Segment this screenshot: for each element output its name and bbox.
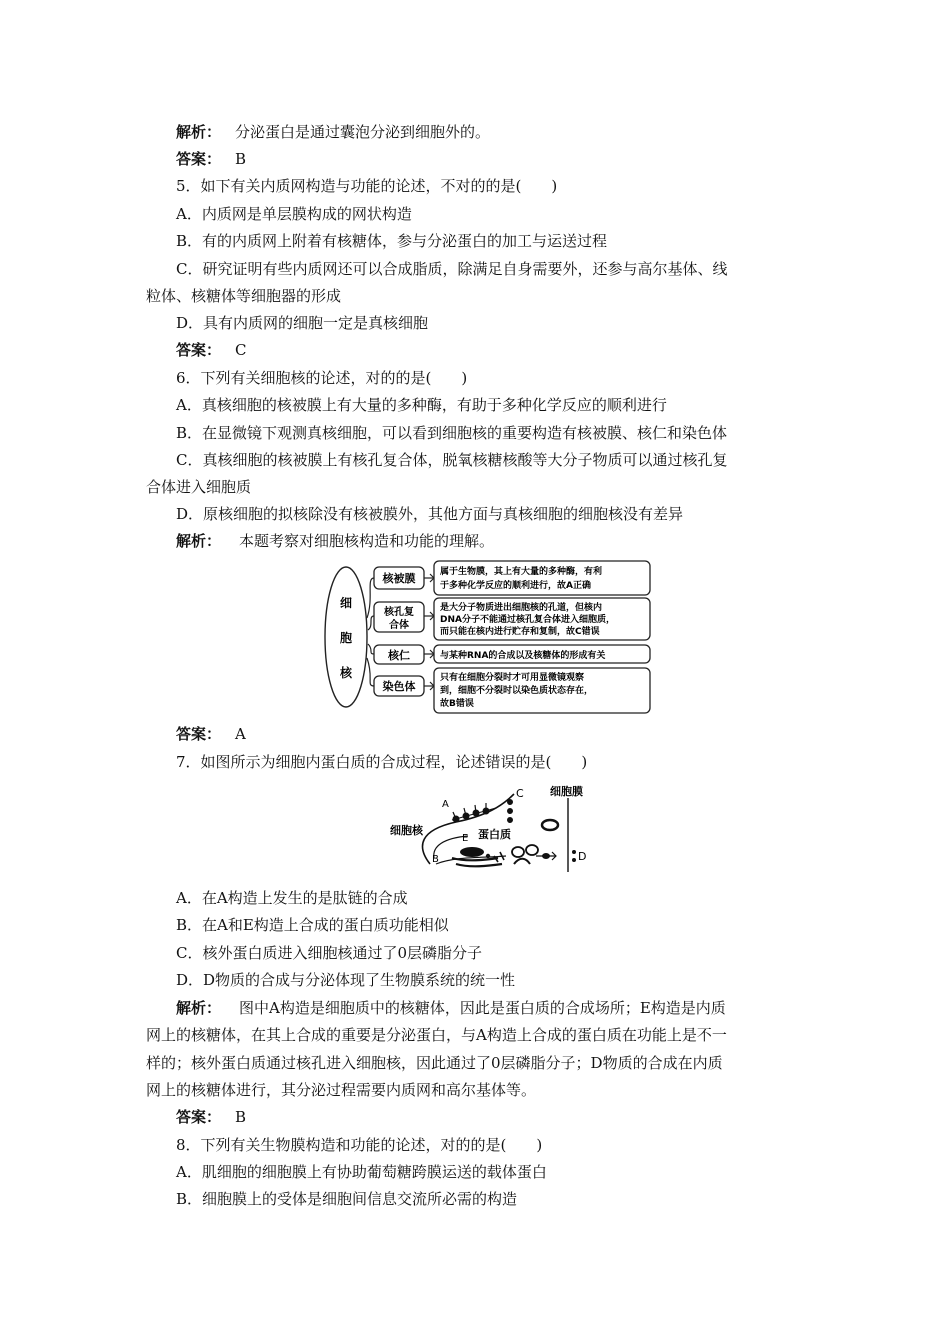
desc-4-line-2: 到，细胞不分裂时以染色质状态存在， [440, 686, 594, 696]
node-nucleolus: 核仁 [388, 649, 410, 662]
answer-label: 答案： [176, 1108, 222, 1126]
fig-label-e: E [462, 833, 469, 844]
q8-option-a: A．肌细胞的细胞膜上有协助葡萄糖跨膜运送的载体蛋白 [176, 1163, 547, 1181]
root-char-1: 细 [339, 596, 353, 610]
fig-label-a: A [442, 799, 449, 810]
fig-label-b: B [432, 854, 439, 865]
answer-value: A [235, 725, 246, 743]
desc-1-line-1: 属于生物膜，其上有大量的多种酶，有利 [440, 567, 603, 577]
answer-value: B [235, 150, 247, 168]
q5-option-d: D．具有内质网的细胞一定是真核细胞 [176, 314, 429, 332]
q7-analysis-line3: 样的；核外蛋白质通过核孔进入细胞核，因此通过了0层磷脂分子；D物质的合成在内质 [146, 1054, 723, 1072]
q5-stem: 5．如下有关内质网构造与功能的论述，不对的的是( ) [176, 177, 558, 195]
q6-stem: 6．下列有关细胞核的论述，对的的是( ) [176, 369, 468, 387]
node-nuclear-pore-line-2: 合体 [389, 620, 409, 631]
q5-option-b: B．有的内质网上附着有核糖体，参与分泌蛋白的加工与运送过程 [176, 232, 608, 250]
q5-option-a: A．内质网是单层膜构成的网状构造 [176, 205, 412, 223]
node-nuclear-pore-line-1: 核孔复 [384, 607, 414, 618]
q4-answer [176, 149, 246, 169]
analysis-label: 解析： [176, 123, 222, 141]
desc-2-line-2: DNA分子不能通过核孔复合体进入细胞质， [440, 615, 615, 625]
q7-analysis-line4: 网上的核糖体进行，其分泌过程需要内质网和高尔基体等。 [146, 1081, 537, 1099]
node-chromosome: 染色体 [382, 680, 416, 693]
analysis-text: 本题考察对细胞核构造和功能的理解。 [239, 532, 495, 550]
q6-option-c-line1: C．真核细胞的核被膜上有核孔复合体，脱氧核糖核酸等大分子物质可以通过核孔复 [176, 451, 728, 469]
q7-analysis-line2: 网上的核糖体，在其上合成的重要是分泌蛋白，与A构造上合成的蛋白质在功能上是不一 [146, 1026, 727, 1044]
q8-option-b: B．细胞膜上的受体是细胞间信息交流所必需的构造 [176, 1190, 518, 1208]
desc-2-line-3: 而只能在核内进行贮存和复制，故C错误 [440, 627, 600, 637]
desc-1-line-2: 于多种化学反应的顺利进行，故A正确 [440, 581, 591, 591]
q7-stem: 7．如图所示为细胞内蛋白质的合成过程，论述错误的是( ) [176, 753, 588, 771]
q7-option-c: C．核外蛋白质进入细胞核通过了0层磷脂分子 [176, 944, 483, 962]
q6-analysis [176, 531, 494, 551]
q7-option-b: B．在A和E构造上合成的蛋白质功能相似 [176, 916, 449, 934]
analysis-label: 解析： [176, 532, 222, 550]
q4-analysis [176, 122, 490, 142]
fig-label-d: D [578, 850, 587, 863]
q6-option-d: D．原核细胞的拟核除没有核被膜外，其他方面与真核细胞的细胞核没有差异 [176, 505, 684, 523]
q6-option-c-line2: 合体进入细胞质 [146, 478, 252, 496]
desc-3-line-1: 与某种RNA的合成以及核糖体的形成有关 [440, 651, 606, 661]
answer-label: 答案： [176, 725, 222, 743]
answer-value: B [235, 1108, 247, 1126]
root-char-2: 胞 [339, 631, 353, 645]
node-nuclear-envelope: 核被膜 [382, 572, 416, 585]
fig-label-nucleus: 细胞核 [390, 824, 423, 837]
q7-analysis-line1 [176, 998, 726, 1018]
desc-4-line-3: 故B错误 [440, 699, 474, 709]
answer-label: 答案： [176, 341, 222, 359]
q5-answer [176, 340, 247, 360]
fig-label-membrane: 细胞膜 [550, 785, 583, 798]
q5-option-c-line1: C．研究证明有些内质网还可以合成脂质，除满足自身需要外，还参与高尔基体、线 [176, 260, 728, 278]
q6-option-b: B．在显微镜下观测真核细胞，可以看到细胞核的重要构造有核被膜、核仁和染色体 [176, 424, 728, 442]
fig-label-protein: 蛋白质 [478, 828, 511, 841]
q6-option-a: A．真核细胞的核被膜上有大量的多种酶，有助于多种化学反应的顺利进行 [176, 396, 667, 414]
analysis-text: 分泌蛋白是通过囊泡分泌到细胞外的。 [235, 123, 491, 141]
q6-answer [176, 724, 246, 744]
q7-answer [176, 1107, 246, 1127]
q7-option-a: A．在A构造上发生的是肽链的合成 [176, 889, 408, 907]
desc-4-line-1: 只有在细胞分裂时才可用显微镜观察 [440, 673, 585, 683]
desc-2-line-1: 是大分子物质进出细胞核的孔道，但核内 [440, 603, 603, 613]
fig-label-c: C [516, 787, 524, 800]
protein-synthesis-figure [386, 780, 598, 876]
nucleus-concept-diagram [322, 558, 652, 716]
answer-label: 答案： [176, 150, 222, 168]
answer-value: C [235, 341, 247, 359]
q7-option-d: D．D物质的合成与分泌体现了生物膜系统的统一性 [176, 971, 516, 989]
root-char-3: 核 [339, 666, 353, 680]
analysis-label: 解析： [176, 999, 222, 1017]
analysis-text: 图中A构造是细胞质中的核糖体，因此是蛋白质的合成场所；E构造是内质 [239, 999, 726, 1017]
q8-stem: 8．下列有关生物膜构造和功能的论述，对的的是( ) [176, 1136, 543, 1154]
q5-option-c-line2: 粒体、核糖体等细胞器的形成 [146, 287, 342, 305]
